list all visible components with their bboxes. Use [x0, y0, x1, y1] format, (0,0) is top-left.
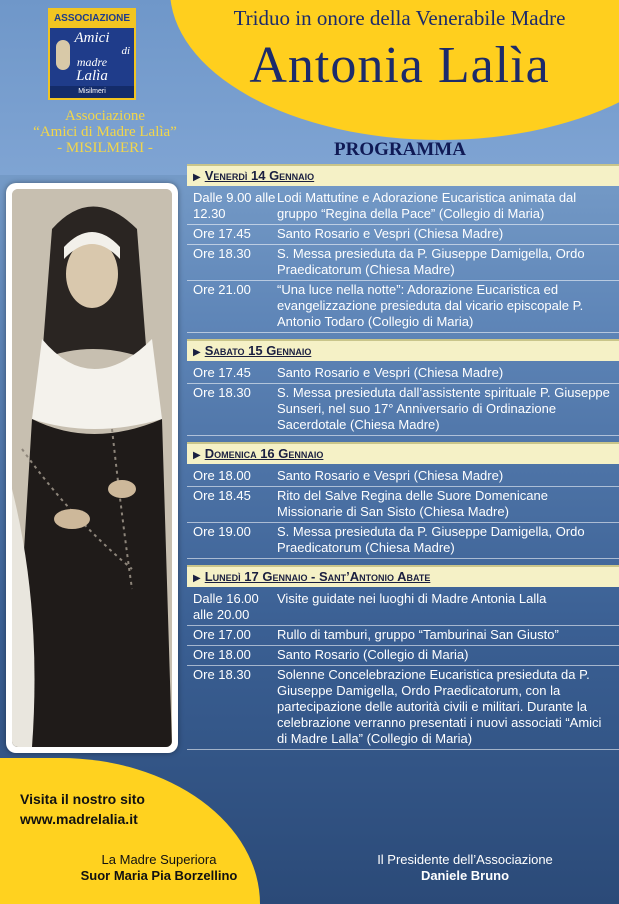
- portrait-frame: [6, 183, 178, 753]
- day-header-domenica: [187, 442, 619, 464]
- schedule-row: [187, 590, 619, 626]
- schedule-row: [187, 225, 619, 245]
- schedule-time: Ore 18.00: [193, 468, 251, 483]
- schedule-time: Ore 18.45: [193, 488, 251, 503]
- logo-line4: Lalìa: [76, 68, 108, 84]
- programma-heading: PROGRAMMA: [334, 139, 466, 160]
- association-line3: - MISILMERI -: [57, 140, 153, 156]
- schedule-row: [187, 364, 619, 384]
- schedule-desc: Santo Rosario e Vespri (Chiesa Madre): [277, 468, 504, 483]
- signature-superior: [54, 852, 264, 884]
- schedule-time: Ore 18.30: [193, 385, 251, 400]
- schedule-row: [187, 523, 619, 559]
- schedule-time: Dalle 16.00 alle 20.00: [193, 591, 259, 622]
- triangle-right-icon: ▶: [193, 347, 201, 358]
- signature-name: Daniele Bruno: [420, 868, 510, 883]
- day-header-label: Sabato 15 Gennaio: [204, 343, 312, 358]
- schedule-time: Dalle 9.00 alle 12.30: [193, 190, 276, 221]
- day-header-venerdi: [187, 164, 619, 186]
- schedule-desc: “Una luce nella notte”: Adorazione Eucaristica ed evangelizzazione presieduta dal vicario episcopale P. Antonio Todaro (Collegio di Maria): [277, 282, 584, 329]
- schedule-desc: Santo Rosario e Vespri (Chiesa Madre): [277, 365, 504, 380]
- signature-name: Suor Maria Pia Borzellino: [80, 868, 238, 883]
- signature-role: Il Presidente dell’Associazione: [377, 852, 553, 867]
- logo-line1: Amici: [74, 30, 110, 46]
- schedule-row: [187, 487, 619, 523]
- schedule-time: Ore 18.30: [193, 246, 251, 261]
- website-invite: Visita il nostro sito: [20, 791, 145, 807]
- schedule-row: [187, 666, 619, 750]
- association-name: [30, 108, 180, 156]
- day-header-label: Lunedì 17 Gennaio - Sant’Antonio Abate: [204, 569, 431, 584]
- schedule-time: Ore 17.00: [193, 627, 251, 642]
- schedule-desc: S. Messa presieduta dall’assistente spirituale P. Giuseppe Sunseri, nel suo 17° Anniversario di Ordinazione Sacerdotale (Chiesa Madre): [277, 385, 610, 432]
- signature-role: La Madre Superiora: [101, 852, 217, 867]
- schedule-row: [187, 467, 619, 487]
- day-header-label: Venerdì 14 Gennaio: [204, 168, 315, 183]
- day-header-lunedi: [187, 565, 619, 587]
- schedule-row: [187, 646, 619, 666]
- schedule-desc: Visite guidate nei luoghi di Madre Antonia Lalla: [277, 591, 547, 606]
- website-block: [20, 789, 145, 829]
- association-line2: “Amici di Madre Lalìa”: [33, 124, 177, 140]
- logo-bottom-label: Misilmeri: [50, 86, 134, 98]
- schedule-desc: S. Messa presieduta da P. Giuseppe Damigella, Ordo Praedicatorum (Chiesa Madre): [277, 246, 585, 277]
- association-logo: [48, 8, 136, 100]
- schedule-row: [187, 281, 619, 333]
- schedule-time: Ore 17.45: [193, 365, 251, 380]
- website-link[interactable]: www.madrelalia.it: [20, 811, 138, 827]
- schedule-time: Ore 18.00: [193, 647, 251, 662]
- portrait-photo: [12, 189, 172, 747]
- schedule-time: Ore 18.30: [193, 667, 251, 682]
- logo-line3: madre: [76, 55, 108, 69]
- logo-wordmark: [54, 30, 130, 86]
- schedule-time: Ore 19.00: [193, 524, 251, 539]
- schedule-desc: Solenne Concelebrazione Eucaristica presieduta da P. Giuseppe Damigella, Ordo Praedicatorum, con la partecipazione delle autorità civili e militari. Durante la celebrazione verranno presentati i nuovi associati “Amici di Madre Lalla” (Collegio di Maria): [277, 667, 602, 746]
- logo-line2: di: [121, 45, 130, 57]
- schedule-desc: Santo Rosario (Collegio di Maria): [277, 647, 469, 662]
- association-line1: Associazione: [65, 108, 145, 124]
- schedule-desc: Rullo di tamburi, gruppo “Tamburinai San Giusto”: [277, 627, 559, 642]
- schedule-time: Ore 17.45: [193, 226, 251, 241]
- schedule-desc: Santo Rosario e Vespri (Chiesa Madre): [277, 226, 504, 241]
- schedule-row: [187, 626, 619, 646]
- schedule-row: [187, 245, 619, 281]
- logo-top-label: ASSOCIAZIONE: [50, 10, 134, 28]
- day-header-sabato: [187, 339, 619, 361]
- title-subtitle: Triduo in onore della Venerabile Madre: [233, 6, 566, 30]
- schedule-desc: Lodi Mattutine e Adorazione Eucaristica animata dal gruppo “Regina della Pace” (Collegio di Maria): [277, 190, 577, 221]
- schedule-desc: Rito del Salve Regina delle Suore Domenicane Missionarie di San Sisto (Chiesa Madre): [277, 488, 548, 519]
- schedule-row: [187, 189, 619, 225]
- schedule-time: Ore 21.00: [193, 282, 251, 297]
- triangle-right-icon: ▶: [193, 172, 201, 183]
- schedule-desc: S. Messa presieduta da P. Giuseppe Damigella, Ordo Praedicatorum (Chiesa Madre): [277, 524, 585, 555]
- schedule-row: [187, 384, 619, 436]
- day-header-label: Domenica 16 Gennaio: [204, 446, 324, 461]
- program-schedule: [187, 164, 619, 750]
- signature-president: [345, 852, 585, 884]
- triangle-right-icon: ▶: [193, 450, 201, 461]
- triangle-right-icon: ▶: [193, 573, 201, 584]
- title-main: Antonia Lalìa: [249, 37, 550, 94]
- nun-portrait-illustration: [12, 189, 172, 747]
